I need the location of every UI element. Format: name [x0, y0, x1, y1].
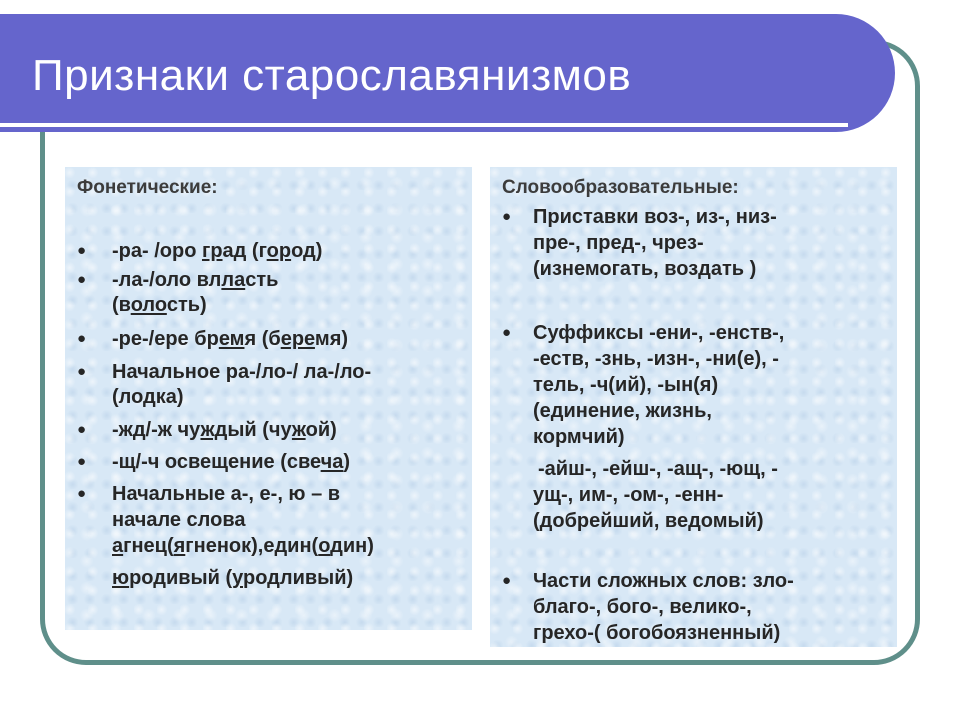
- word-formation-panel: [490, 167, 897, 647]
- bullet-icon: ●: [77, 242, 87, 259]
- list-item: -ла-/оло влласть: [112, 269, 279, 291]
- prefixes-line: пре-, пред-, чрез-: [533, 232, 704, 254]
- bullet-icon: ●: [77, 363, 87, 380]
- list-item-continuation: начале слова: [112, 509, 246, 531]
- compound-line: благо-, бого-, велико-,: [533, 596, 752, 618]
- bullet-icon: ●: [77, 330, 87, 347]
- list-item: Начальные а-, е-, ю – в: [112, 483, 341, 505]
- list-item-continuation: агнец(ягненок),един(один): [112, 535, 374, 557]
- list-item: -щ/-ч освещение (свеча): [112, 451, 351, 473]
- suffixes-line: -еств, -знь, -изн-, -ни(е), -: [533, 348, 779, 370]
- compound-line: грехо-( богобоязненный): [533, 622, 781, 644]
- bullet-icon: ●: [502, 572, 512, 589]
- prefixes-line: Приставки воз-, из-, низ-: [533, 206, 777, 228]
- phonetic-heading: Фонетические:: [77, 177, 218, 198]
- slide-title: Признаки старославянизмов: [32, 51, 632, 100]
- suffixes2-line: ущ-, им-, -ом-, -енн-: [533, 484, 724, 506]
- list-item: -жд/-ж чуждый (чужой): [112, 419, 337, 441]
- suffixes-line: кормчий): [533, 426, 625, 448]
- suffixes-line: тель, -ч(ий), -ын(я): [533, 374, 719, 396]
- suffixes2-line: -айш-, -ейш-, -ащ-, -ющ, -: [538, 458, 778, 480]
- bullet-icon: ●: [77, 453, 87, 470]
- bullet-icon: ●: [77, 421, 87, 438]
- list-item-continuation: (лодка): [112, 386, 184, 408]
- compound-line: Части сложных слов: зло-: [533, 570, 794, 592]
- word-formation-heading: Словообразовательные:: [502, 177, 739, 198]
- list-item-continuation: (волость): [112, 294, 207, 316]
- bullet-icon: ●: [502, 324, 512, 341]
- list-item-continuation: юродивый (уродливый): [112, 567, 354, 589]
- list-item: Начальное ра-/ло-/ ла-/ло-: [112, 361, 372, 383]
- suffixes-line: (единение, жизнь,: [533, 400, 712, 422]
- phonetic-panel: [65, 167, 472, 630]
- list-item: -ра- /оро град (город): [112, 240, 323, 262]
- bullet-icon: ●: [77, 271, 87, 288]
- title-underline: [0, 123, 848, 127]
- bullet-icon: ●: [502, 208, 512, 225]
- prefixes-line: (изнемогать, воздать ): [533, 258, 757, 280]
- suffixes-line: Суффиксы -ени-, -енств-,: [533, 322, 785, 344]
- bullet-icon: ●: [77, 485, 87, 502]
- suffixes2-line: (добрейший, ведомый): [533, 510, 764, 532]
- list-item: -ре-/ере бремя (беремя): [112, 328, 349, 350]
